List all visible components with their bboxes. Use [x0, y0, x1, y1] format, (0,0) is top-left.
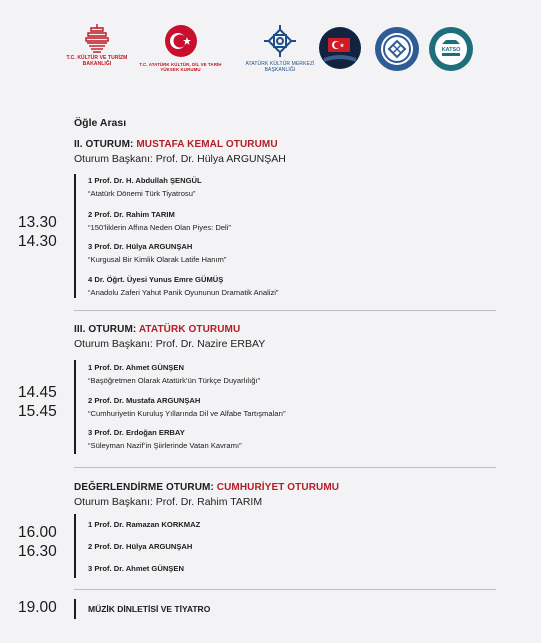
- talk-item: [88, 428, 242, 450]
- talk-item: [88, 210, 231, 232]
- final-bar: [74, 599, 76, 619]
- session-3-time: [18, 384, 57, 421]
- talk-title: “Cumhuriyetin Kuruluş Yıllarında Dil ve Alfabe Tartışmaları”: [88, 409, 286, 418]
- session-4-prefix: DEĞERLENDİRME OTURUM:: [74, 482, 214, 493]
- akm-caption: ATATÜRK KÜLTÜR MERKEZİ BAŞKANLIĞI: [245, 61, 315, 73]
- session-4-chair: Oturum Başkanı: Prof. Dr. Rahim TARIM: [74, 496, 263, 508]
- session-4-title: [74, 482, 339, 493]
- session-2-title: [74, 139, 278, 150]
- talk-title: “Atatürk Dönemi Türk Tiyatrosu”: [88, 189, 196, 198]
- talk-speaker: 1 Prof. Dr. H. Abdullah ŞENGÜL: [88, 176, 202, 185]
- session-4-time-end: 16.30: [18, 542, 57, 560]
- ministry-culture-logo: [52, 22, 142, 68]
- talk-speaker: 2 Prof. Dr. Hülya ARGUNŞAH: [88, 542, 193, 551]
- talk-title: “Süleyman Nazif’in Şiirlerinde Vatan Kavramı”: [88, 441, 242, 450]
- talk-title: “Kurgusal Bir Kimlik Olarak Latife Hanım”: [88, 255, 227, 264]
- session-2-talks: [74, 174, 279, 298]
- talk-speaker: 3 Prof. Dr. Ahmet GÜNŞEN: [88, 564, 184, 573]
- flag-emblem-logo: [318, 26, 362, 70]
- final-time: 19.00: [18, 599, 57, 616]
- final-event-label: MÜZİK DİNLETİSİ VE TİYATRO: [88, 604, 211, 614]
- logo-strip: [0, 22, 541, 92]
- talk-title: “Başöğretmen Olarak Atatürk’ün Türkçe Duyarlılığı”: [88, 376, 261, 385]
- knot-pattern-icon: [263, 24, 297, 58]
- flag-emblem-icon: [318, 26, 362, 70]
- session-2-time: [18, 214, 57, 251]
- kafkas-seal-icon: [374, 26, 420, 72]
- talk-item: [88, 564, 184, 573]
- talk-item: [88, 176, 202, 198]
- katso-logo: [428, 26, 474, 72]
- session-3-talks: [74, 360, 286, 454]
- session-3-time-end: 15.45: [18, 402, 57, 420]
- session-2-time-end: 14.30: [18, 232, 57, 250]
- institution-caption: T.C. ATATÜRK KÜLTÜR, DİL VE TARİH YÜKSEK KURUMU: [139, 62, 222, 73]
- talk-item: [88, 396, 286, 418]
- talk-speaker: 2 Prof. Dr. Rahim TARIM: [88, 210, 175, 219]
- talk-speaker: 1 Prof. Dr. Ahmet GÜNŞEN: [88, 363, 184, 372]
- talk-item: [88, 275, 279, 297]
- ministry-caption: T.C. KÜLTÜR VE TURİZM BAKANLIĞI: [66, 55, 128, 67]
- ministry-emblem-icon: [81, 22, 113, 56]
- talk-title: “150’liklerin Affına Neden Olan Piyes: Deli”: [88, 223, 231, 232]
- session-2-name: MUSTAFA KEMAL OTURUMU: [136, 139, 278, 150]
- session-2-chair: Oturum Başkanı: Prof. Dr. Hülya ARGUNŞAH: [74, 153, 286, 165]
- talk-item: [88, 542, 192, 551]
- session-3-chair: Oturum Başkanı: Prof. Dr. Nazire ERBAY: [74, 338, 266, 350]
- session-4-time: [18, 524, 57, 561]
- talk-item: [88, 363, 260, 385]
- lunch-break-label: Öğle Arası: [74, 117, 127, 129]
- divider: [74, 310, 496, 311]
- talk-title: “Anadolu Zaferi Yahut Panik Oyununun Dramatik Analizi”: [88, 288, 279, 297]
- talk-speaker: 3 Prof. Dr. Hülya ARGUNŞAH: [88, 242, 193, 251]
- session-3-title: [74, 324, 240, 335]
- talk-item: [88, 242, 226, 264]
- session-4-name: CUMHURİYET OTURUMU: [216, 482, 340, 493]
- session-3-prefix: III. OTURUM:: [74, 324, 137, 335]
- session-4-time-start: 16.00: [18, 524, 57, 541]
- divider: [74, 589, 496, 590]
- session-4-talks: [74, 514, 201, 578]
- crescent-star-icon: [164, 24, 198, 58]
- kafkas-university-logo: [374, 26, 420, 72]
- session-2-time-start: 13.30: [18, 214, 57, 231]
- session-3-name: ATATÜRK OTURUMU: [138, 324, 241, 335]
- divider: [74, 467, 496, 468]
- talk-speaker: 3 Prof. Dr. Erdoğan ERBAY: [88, 428, 185, 437]
- session-2-prefix: II. OTURUM:: [74, 139, 134, 150]
- talk-speaker: 2 Prof. Dr. Mustafa ARGUNŞAH: [88, 396, 201, 405]
- talk-speaker: 4 Dr. Öğrt. Üyesi Yunus Emre GÜMÜŞ: [88, 275, 224, 284]
- akm-logo: [240, 24, 320, 74]
- session-3-time-start: 14.45: [18, 384, 57, 401]
- ataturk-institution-logo: [138, 24, 223, 72]
- katso-caption: KATSO: [441, 47, 461, 53]
- talk-speaker: 1 Prof. Dr. Ramazan KORKMAZ: [88, 520, 201, 529]
- talk-item: [88, 520, 200, 529]
